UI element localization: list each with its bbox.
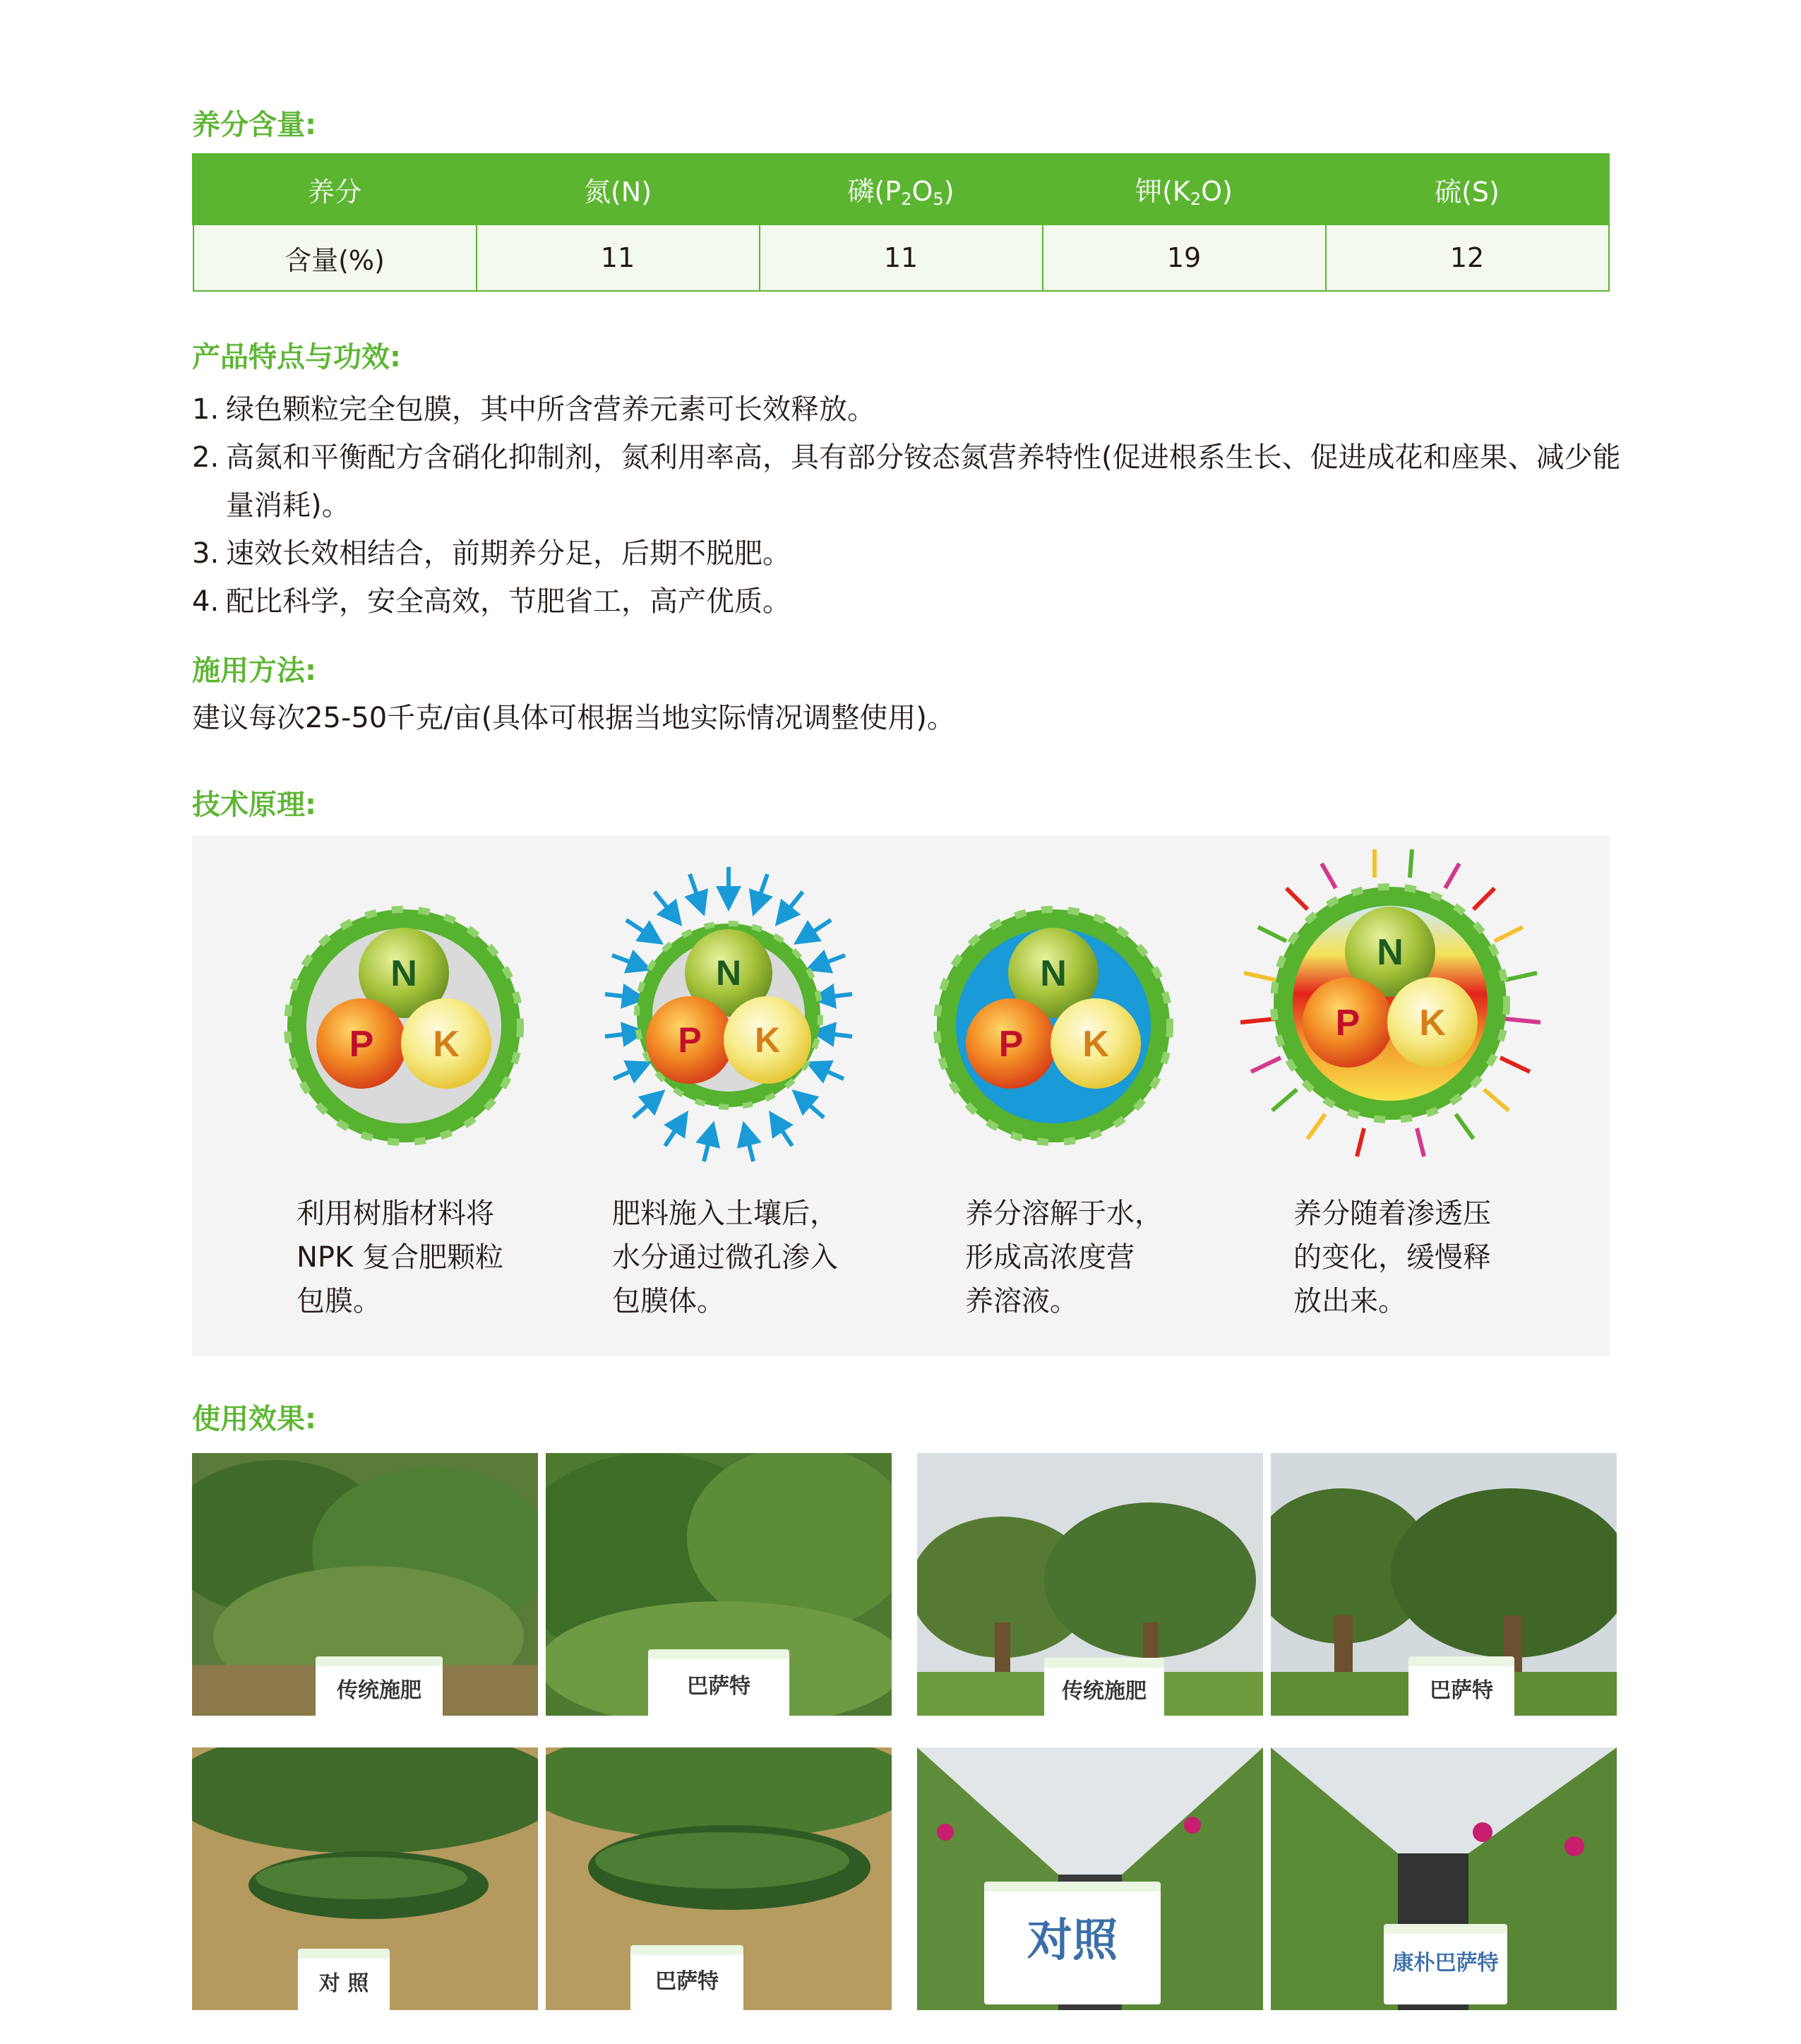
coated-granule-icon bbox=[256, 835, 580, 1174]
row-label: 含量(%) bbox=[193, 225, 477, 292]
usage-text: 建议每次25-50千克/亩(具体可根据当地实际情况调整使用)。 bbox=[192, 702, 955, 734]
item-text: 高氮和平衡配方含硝化抑制剂，氮利用率高，具有部分铵态氮营养特性(促进根系生长、促进成花和座果、减少能量消耗)。 bbox=[226, 441, 1621, 522]
photo-label: 康朴巴萨特 bbox=[1384, 1924, 1507, 2004]
header-phosphorus: 磷$(P_2O_5)$ bbox=[760, 155, 1043, 225]
svg-text:K: K bbox=[754, 1020, 781, 1060]
svg-text:P: P bbox=[349, 1024, 374, 1065]
photo-orchard-treated bbox=[1271, 1453, 1617, 1716]
svg-text:P: P bbox=[998, 1024, 1024, 1065]
slow-release-icon bbox=[1223, 835, 1590, 1174]
photo-label: 对照 bbox=[984, 1882, 1161, 2004]
photo-label: 巴萨特 bbox=[630, 1945, 743, 2010]
photo-label: 传统施肥 bbox=[316, 1656, 443, 1716]
header-nitrogen: 氮(N) bbox=[477, 155, 760, 225]
table-row bbox=[193, 225, 1609, 292]
dissolved-nutrients-icon bbox=[933, 835, 1258, 1174]
nutrients-heading: 养分含量: bbox=[192, 109, 316, 141]
item-number: 4. bbox=[192, 585, 220, 618]
svg-text:P: P bbox=[1335, 1003, 1360, 1044]
stage-3-text: 养分溶解于水， 形成高浓度营 养溶液。 bbox=[965, 1197, 1163, 1317]
nutrient-table bbox=[192, 153, 1610, 292]
header-nutrient: 养分 bbox=[193, 155, 477, 225]
photo-label: 传统施肥 bbox=[1044, 1658, 1164, 1716]
value-sulfur: 12 bbox=[1326, 225, 1609, 292]
stage-1-text: 利用树脂材料将 NPK 复合肥颗粒 包膜。 bbox=[297, 1197, 503, 1317]
svg-text:N: N bbox=[1377, 932, 1404, 973]
svg-text:N: N bbox=[715, 953, 742, 993]
list-item bbox=[192, 530, 1661, 578]
photo-melon-treated bbox=[546, 1747, 892, 2010]
photo-citrus-treated bbox=[546, 1453, 892, 1716]
tech-stage-2 bbox=[570, 835, 894, 1356]
item-number: 2. bbox=[192, 441, 220, 474]
photo-orchard-control bbox=[917, 1453, 1263, 1716]
photo-label: 巴萨特 bbox=[648, 1649, 789, 1716]
tech-panel bbox=[192, 835, 1610, 1356]
item-text: 配比科学，安全高效，节肥省工，高产优质。 bbox=[226, 585, 791, 618]
item-text: 速效长效相结合，前期养分足，后期不脱肥。 bbox=[226, 537, 791, 570]
photo-label: 对 照 bbox=[298, 1949, 390, 2010]
photo-dragonfruit-treated bbox=[1271, 1747, 1617, 2010]
features-heading: 产品特点与功效: bbox=[192, 341, 401, 373]
table-header-row bbox=[193, 155, 1609, 225]
photo-label: 巴萨特 bbox=[1408, 1656, 1514, 1716]
tech-stage-4 bbox=[1223, 835, 1548, 1356]
svg-text:P: P bbox=[678, 1020, 702, 1060]
list-item bbox=[192, 434, 1661, 530]
svg-text:N: N bbox=[1040, 953, 1067, 994]
item-number: 1. bbox=[192, 393, 220, 426]
value-potassium: 19 bbox=[1043, 225, 1326, 292]
water-infiltration-icon bbox=[570, 835, 894, 1174]
photo-citrus-control bbox=[192, 1453, 538, 1716]
svg-text:K: K bbox=[1419, 1003, 1446, 1044]
usage-heading: 施用方法: bbox=[192, 655, 316, 687]
header-sulfur: 硫(S) bbox=[1326, 155, 1609, 225]
svg-text:K: K bbox=[433, 1024, 460, 1065]
item-number: 3. bbox=[192, 537, 220, 570]
svg-text:N: N bbox=[390, 953, 417, 994]
tech-stage-1 bbox=[256, 835, 580, 1356]
list-item bbox=[192, 578, 1661, 626]
features-list bbox=[192, 386, 1661, 626]
stage-2-text: 肥料施入土壤后， 水分通过微孔渗入 包膜体。 bbox=[612, 1197, 838, 1317]
header-potassium: 钾$(K_2O)$ bbox=[1043, 155, 1326, 225]
tech-heading: 技术原理: bbox=[192, 789, 316, 821]
svg-text:K: K bbox=[1082, 1024, 1109, 1065]
value-nitrogen: 11 bbox=[477, 225, 760, 292]
value-phosphorus: 11 bbox=[760, 225, 1043, 292]
stage-4-text: 养分随着渗透压 的变化，缓慢释 放出来。 bbox=[1293, 1197, 1491, 1317]
list-item bbox=[192, 386, 1661, 434]
tech-stage-3 bbox=[933, 835, 1258, 1356]
effects-heading: 使用效果: bbox=[192, 1403, 316, 1435]
photo-dragonfruit-control bbox=[917, 1747, 1263, 2010]
item-text: 绿色颗粒完全包膜，其中所含营养元素可长效释放。 bbox=[226, 393, 875, 426]
photo-melon-control bbox=[192, 1747, 538, 2010]
